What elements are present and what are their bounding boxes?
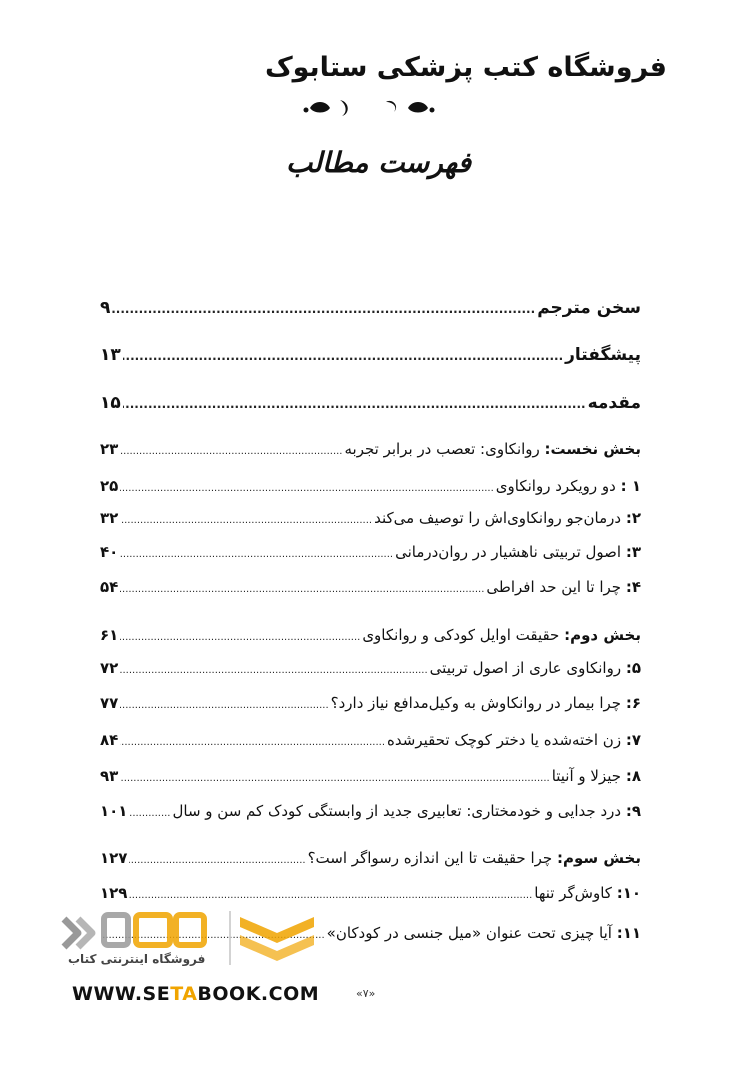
entry-title: روانکاوی عاری از اصول تربیتی xyxy=(429,659,626,677)
toc-entry[interactable] xyxy=(100,578,641,596)
chapter-number: ۹: xyxy=(625,802,641,820)
entry-title: کاوش‌گر تنها xyxy=(534,884,617,902)
toc-entry[interactable] xyxy=(100,626,641,644)
leader-dots xyxy=(123,349,563,363)
page-number: ۵۴ xyxy=(100,578,119,596)
page-number: ۲۳ xyxy=(100,440,119,458)
entry-title: سخن مترجم xyxy=(537,298,641,318)
entry-title: روانکاوی: تعصب در برابر تجربه xyxy=(344,440,545,458)
toc-entry[interactable] xyxy=(100,659,641,677)
chapter-number: ۳: xyxy=(625,543,641,561)
toc-entry[interactable] xyxy=(100,509,641,527)
leader-dots xyxy=(120,737,385,748)
entry-title: چرا بیمار در روانکاوش به وکیل‌مدافع نیاز دارد؟ xyxy=(330,694,626,712)
toc-entry[interactable] xyxy=(100,298,641,318)
toc-entry[interactable] xyxy=(100,884,641,902)
leader-dots xyxy=(120,515,372,526)
page-number: ۱۵ xyxy=(100,393,121,413)
entry-title: دو رویکرد روانکاوی xyxy=(495,477,621,495)
entry-title: درمان‌جو روانکاوی‌اش را توصیف می‌کند xyxy=(374,509,626,527)
url-part: WWW.SE xyxy=(72,983,171,1005)
page-number: ۱۳ xyxy=(100,345,121,365)
entry-title: جیزلا و آنیتا xyxy=(551,767,626,785)
leader-dots xyxy=(129,855,305,866)
chapter-number: ۱۱: xyxy=(616,924,641,942)
leader-dots xyxy=(129,890,532,901)
entry-title: زن اخته‌شده یا دختر کوچک تحقیرشده xyxy=(387,731,626,749)
leader-dots xyxy=(120,773,549,784)
toc-entry[interactable] xyxy=(100,694,641,712)
page-number: ۹۳ xyxy=(100,767,119,785)
page-number: ۱۰۱ xyxy=(100,802,128,820)
leader-dots xyxy=(120,549,393,560)
section-label: بخش نخست: xyxy=(544,440,641,458)
leader-dots xyxy=(129,808,170,819)
toc-entry[interactable] xyxy=(100,440,641,458)
chapter-number: ۵: xyxy=(625,659,641,677)
leader-dots xyxy=(120,632,360,643)
toc-entry[interactable] xyxy=(100,543,641,561)
entry-title: درد جدایی و خودمختاری: تعابیری جدید از وابستگی کودک کم سن و سال xyxy=(172,802,626,820)
page-number: ۷۲ xyxy=(100,659,119,677)
entry-title: پیشگفتار xyxy=(565,345,641,365)
toc-entry[interactable] xyxy=(100,802,641,820)
entry-title: اصول تربیتی ناهشیار در روان‌درمانی xyxy=(395,543,626,561)
page-number: ۴۰ xyxy=(100,543,119,561)
page-number: ۱۲۷ xyxy=(100,849,128,867)
website-url[interactable] xyxy=(72,983,319,1005)
chapter-number: ۱ : xyxy=(620,477,641,495)
watermark-subtitle: فروشگاه اینترنتی کتاب xyxy=(68,952,206,966)
page-number: ۲۵ xyxy=(100,477,119,495)
entry-title: چرا حقیقت تا این اندازه رسواگر است؟ xyxy=(307,849,557,867)
toc-entry[interactable] xyxy=(100,767,641,785)
page-number: ۹ xyxy=(100,298,111,318)
leader-dots xyxy=(120,665,427,676)
store-title: فروشگاه کتب پزشکی ستابوک xyxy=(264,52,667,83)
toc-entry[interactable] xyxy=(100,345,641,365)
toc-entry[interactable] xyxy=(100,849,641,867)
url-highlight: TA xyxy=(170,983,198,1005)
section-label: بخش سوم: xyxy=(556,849,641,867)
chapter-number: ۶: xyxy=(625,694,641,712)
leader-dots xyxy=(112,302,535,316)
page-number: ۷۷ xyxy=(100,694,119,712)
page-number: ۳۲ xyxy=(100,509,119,527)
page-number: ۱۲۹ xyxy=(100,884,128,902)
leader-dots xyxy=(120,446,342,457)
toc-entry[interactable] xyxy=(100,477,641,495)
chapter-number: ۷: xyxy=(625,731,641,749)
section-label: بخش دوم: xyxy=(564,626,641,644)
ornament-divider xyxy=(300,96,440,120)
entry-title: آیا چیزی تحت عنوان «میل جنسی در کودکان» xyxy=(326,924,617,942)
toc-entry[interactable] xyxy=(100,393,641,413)
leader-dots xyxy=(120,483,493,494)
leader-dots xyxy=(120,700,328,711)
page-number: ۸۴ xyxy=(100,731,119,749)
leader-dots xyxy=(120,584,484,595)
chapter-number: ۸: xyxy=(625,767,641,785)
chapter-number: ۱۰: xyxy=(616,884,641,902)
page-number: ۶۱ xyxy=(100,626,119,644)
toc-title: فهرست مطالب xyxy=(286,146,471,179)
chapter-number: ۴: xyxy=(625,578,641,596)
setabook-logo-watermark xyxy=(52,905,472,977)
toc-entry[interactable] xyxy=(100,731,641,749)
chapter-number: ۲: xyxy=(625,509,641,527)
url-part: BOOK.COM xyxy=(197,983,320,1005)
entry-title: حقیقت اوایل کودکی و روانکاوی xyxy=(362,626,565,644)
page-number-footer: «۷» xyxy=(356,987,376,1000)
entry-title: چرا تا این حد افراطی xyxy=(486,578,626,596)
leader-dots xyxy=(123,397,586,411)
entry-title: مقدمه xyxy=(587,393,641,413)
